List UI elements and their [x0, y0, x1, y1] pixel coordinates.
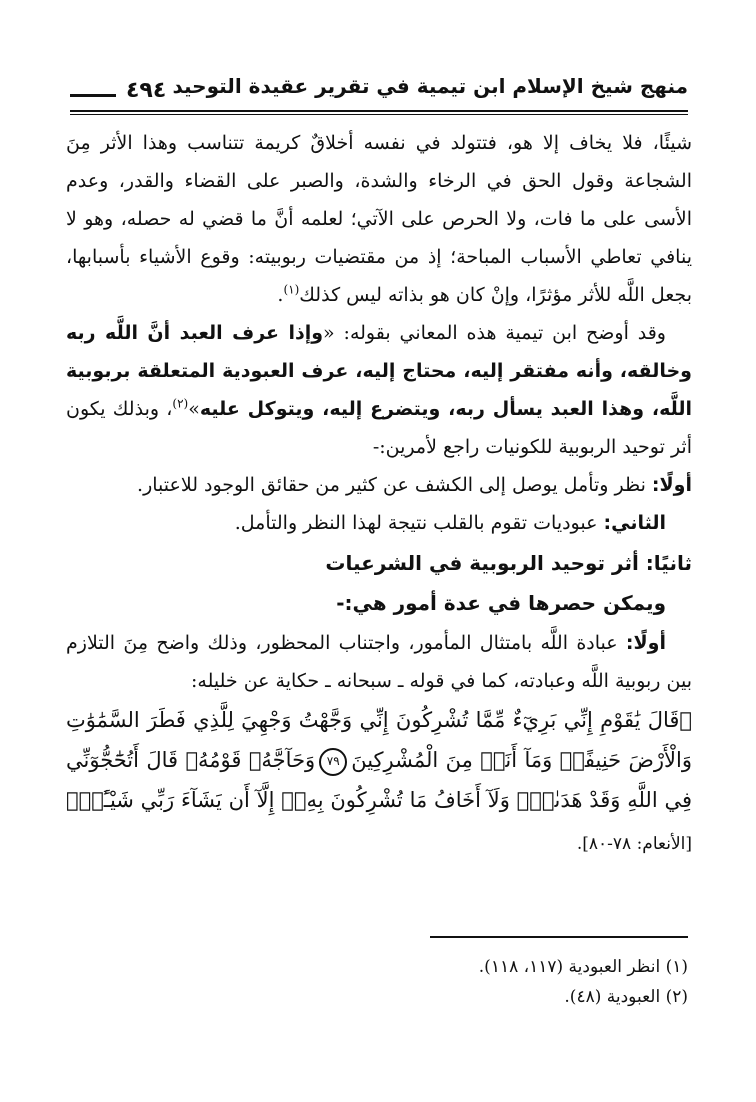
- footnote-1: (١) انظر العبودية (١١٧، ١١٨).: [478, 957, 688, 977]
- footnotes: [66, 952, 688, 1012]
- sub-heading: ويمكن حصرها في عدة أمور هي:-: [336, 591, 666, 615]
- header-rule-thin: [70, 114, 688, 115]
- footnote-ref-1[interactable]: (١): [283, 282, 300, 297]
- verse-citation: [الأنعام: ٧٨-٨٠].: [576, 834, 692, 854]
- paragraph-1: شيئًا، فلا يخاف إلا هو، فتتولد في نفسه أخلاقٌ كريمة تتناسب وهذا الأثر مِنَ الشجاعة وقول الحق في الرخاء والشدة، والصبر على القضاء والقدر، وعدم الأسى على ما فات، ولا الحرص على الآتي؛ لعلمه أنَّ ما قضي له حصله، وهو لا ينافي تعاطي الأسباب المباحة؛ إذ من مقتضيات ربوبيته: وقوع الأشياء بأسبابها، بجعل اللَّه للأثر مؤثرًا، وإنْ كان هو بذاته ليس كذلك$^{(١)}$.: [66, 132, 692, 306]
- quran-verse: ﴿قَالَ يَٰقَوْمِ إِنِّي بَرِيٓءٌ مِّمَّا تُشْرِكُونَ إِنِّي وَجَّهْتُ وَجْهِيَ لِلَّذِي فَطَرَ السَّمَٰوَٰتِ وَالْأَرْضَ حَنِيفًاۖ وَمَآ أَنَا۠ مِنَ الْمُشْرِكِينَ٧٩وَحَآجَّهُۥ قَوْمُهُۥ قَالَ أَتُحَٰٓجُّوٓنِّي فِي اللَّهِ وَقَدْ هَدَىٰنِۚ وَلَآ أَخَافُ مَا تُشْرِكُونَ بِهِۦٓ إِلَّآ أَن يَشَآءَ رَبِّي شَيْـًٔاۗ﴾ [الأنعام: ٧٨-٨٠].: [66, 708, 692, 854]
- footnote-2: (٢) العبودية (٤٨).: [564, 987, 688, 1007]
- point-second: الثاني: عبوديات تقوم بالقلب نتيجة لهذا النظر والتأمل.: [234, 512, 666, 534]
- running-header: [70, 72, 688, 112]
- main-text: [66, 124, 692, 864]
- ayah-marker: ٧٩: [319, 748, 347, 776]
- footnote-ref-2[interactable]: (٢): [172, 396, 189, 411]
- section-heading: ثانيًا: أثر توحيد الربوبية في الشرعيات: [325, 551, 692, 575]
- header-dash: [70, 94, 116, 97]
- quote-bold: وإذا عرف العبد أنَّ اللَّه ربه وخالقه، وأنه مفتقر إليه، محتاج إليه، عرف العبودية المتعلقة بربوبية اللَّه، وهذا العبد يسأل ربه، ويتضرع إليه، ويتوكل عليه: [66, 322, 692, 420]
- running-title: منهج شيخ الإسلام ابن تيمية في تقرير عقيدة التوحيد: [172, 74, 688, 98]
- header-rule: [70, 110, 688, 112]
- point-first: أولًا: نظر وتأمل يوصل إلى الكشف عن كثير من حقائق الوجود للاعتبار.: [137, 474, 692, 496]
- page-number: ٤٩٤: [126, 78, 167, 103]
- footnote-separator: [430, 936, 688, 938]
- paragraph-5: أولًا: عبادة اللَّه بامتثال المأمور، واجتناب المحظور، وذلك واضح مِنَ التلازم بين ربوبية اللَّه وعبادته، كما في قوله ـ سبحانه ـ حكاية عن خليله:: [66, 632, 692, 692]
- paragraph-2: وقد أوضح ابن تيمية هذه المعاني بقوله: «وإذا عرف العبد أنَّ اللَّه ربه وخالقه، وأنه مفتقر إليه، محتاج إليه، عرف العبودية المتعلقة بربوبية اللَّه، وهذا العبد يسأل ربه، ويتضرع إليه، ويتوكل عليه»$^{(٢)}$، وبذلك يكون أثر توحيد الربوبية للكونيات راجع لأمرين:-: [66, 322, 692, 458]
